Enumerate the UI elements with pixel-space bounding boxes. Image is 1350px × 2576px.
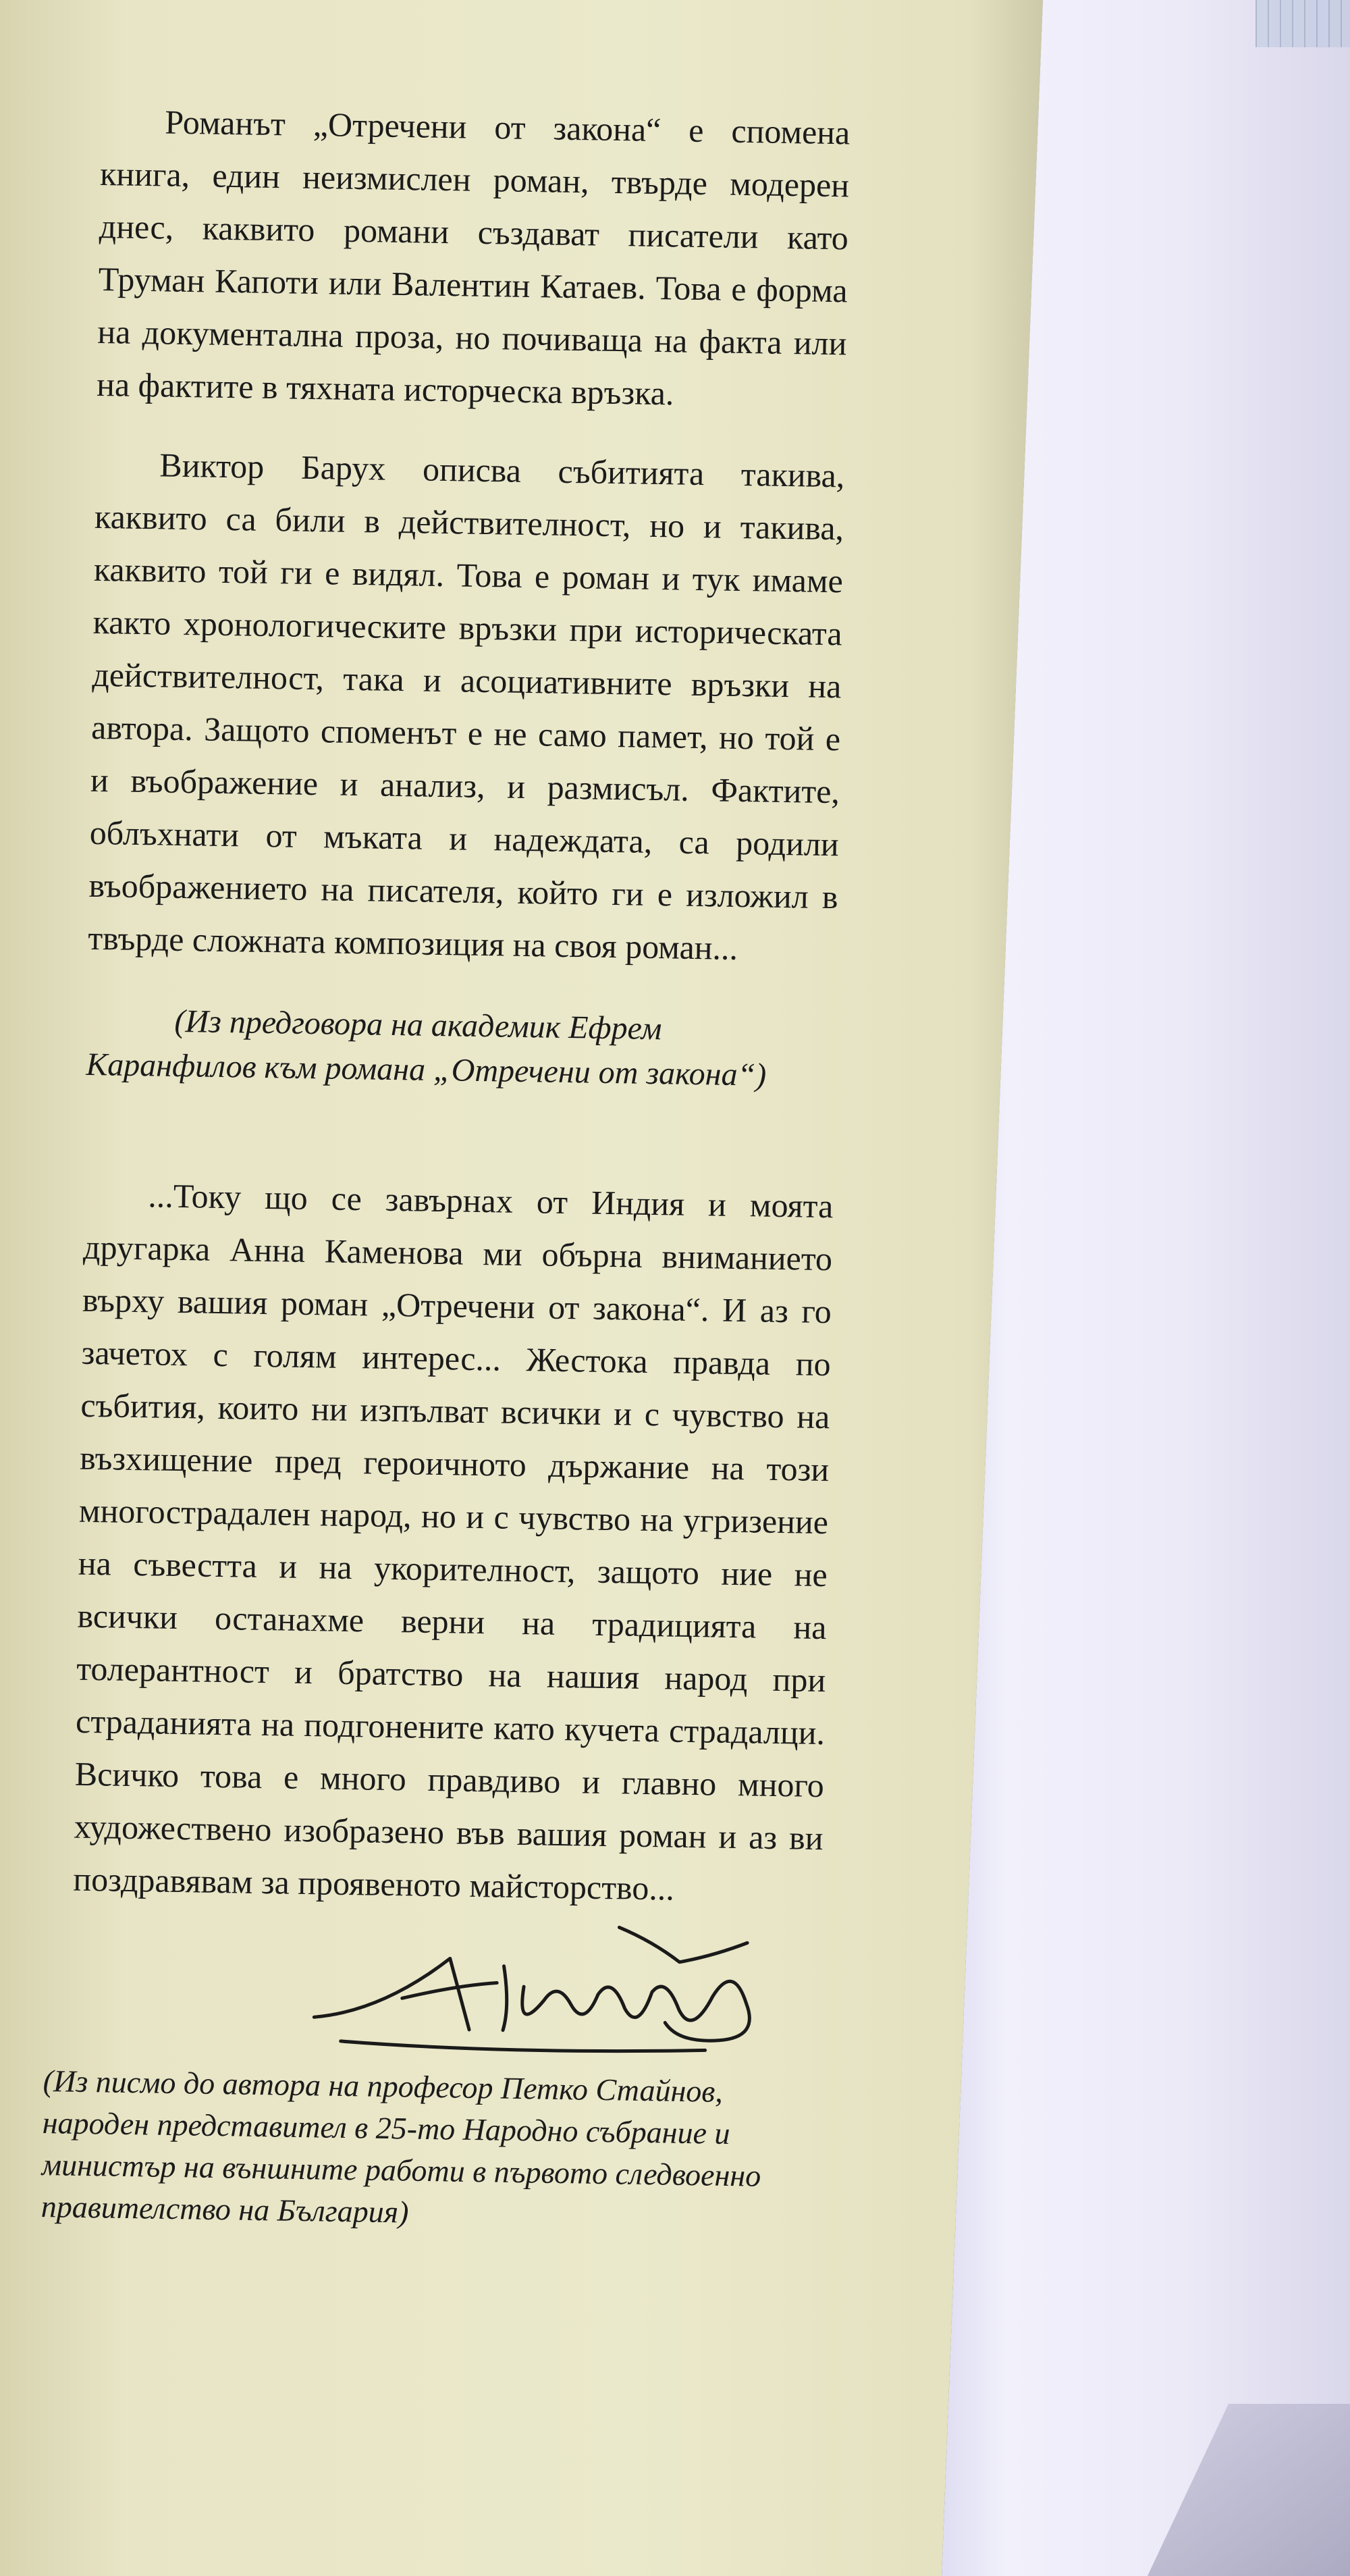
- background-grid: [1256, 0, 1350, 47]
- signature-icon: [300, 1916, 788, 2072]
- paragraph-1: Романът „Отречени от закона“ е спомена книга, един неизмислен роман, твърде модерен днес, каквито романи създават писатели като Труман Капоти или Валентин Катаев. Това е форма на документална проза, но почиваща на факта или на фактите в тяхната исторческа връзка.: [96, 103, 850, 413]
- preface-citation: (Из предговора на академик Ефрем Каранфилов към романа „Отречени от закона“): [86, 1003, 767, 1093]
- paragraph-2: Виктор Барух описва събитията такива, каквито са били в действителност, но и такива, каквито той ги е видял. Това е роман и тук имаме както хронологическите връзки при историческата действителност, така и асоциативните връзки на автора. Защото споменът е не само памет, но той е и въображение и анализ, и размисъл. Фактите, облъхнати от мъката и надеждата, са родили въображението на писателя, който ги е изложил в твърде сложната композиция на своя роман...: [87, 446, 845, 967]
- signature-area: [71, 1933, 822, 2059]
- letter-citation: (Из писмо до автора на професор Петко Стайнов, народен представител в 25-то Народно събрание и министър на външните работи в първото следвоенно правителство на България): [40, 2064, 761, 2230]
- page-text: [40, 95, 850, 2240]
- letter-excerpt: ...Току що се завърнах от Индия и моята другарка Анна Каменова ми обърна вниманието върху вашия роман „Отречени от закона“. И аз го зачетох с голям интерес... Жестока правда по събития, които ни изпълват всички и с чувство на възхищение пред героичното държание на този многострадален народ, но и с чувство на угризение на съвестта и на укорителност, защото ние не всички останахме верни на традицията на толерантност и братство на нашия народ при страданията на подгонените като кучета страдалци. Всичко това е много правдиво и главно много художествено изобразено във вашия роман и аз ви поздравявам за проявеното майсторство...: [73, 1176, 834, 1908]
